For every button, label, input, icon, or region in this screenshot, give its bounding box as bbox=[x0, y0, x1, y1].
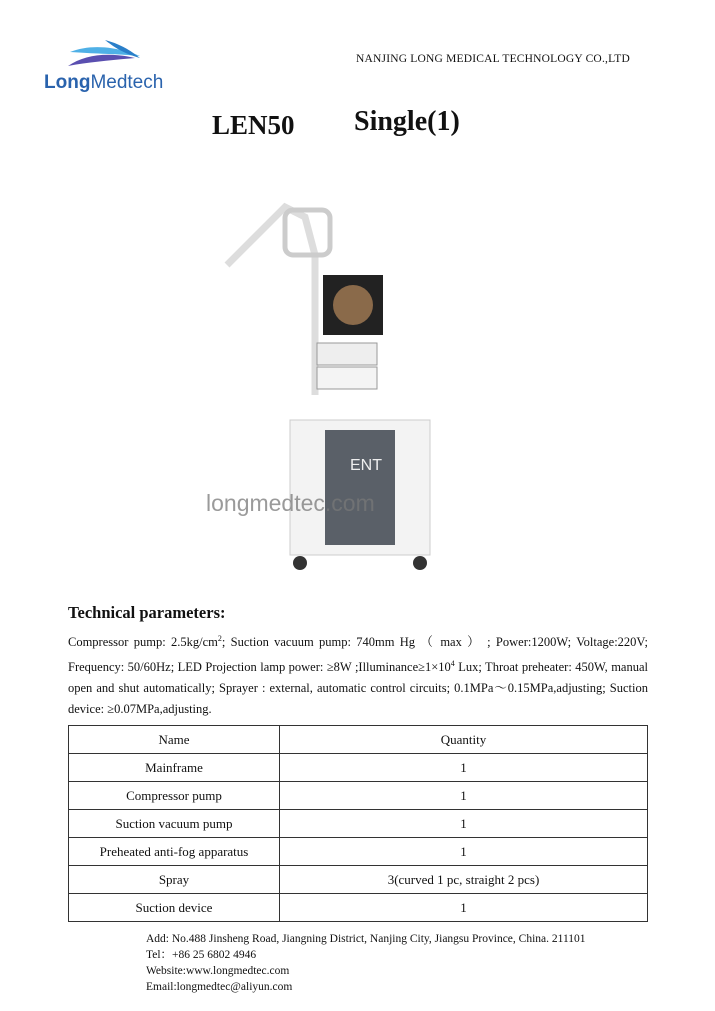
table-row: Suction vacuum pump 1 bbox=[69, 810, 648, 838]
company-name: NANJING LONG MEDICAL TECHNOLOGY CO.,LTD bbox=[356, 53, 630, 65]
address: Add: No.488 Jinsheng Road, Jiangning District, Nanjing City, Jiangsu Province, China. 211101 bbox=[146, 933, 586, 945]
variant-title: Single(1) bbox=[354, 106, 460, 137]
watermark: longmedtec.com bbox=[206, 490, 375, 516]
table-row: Spray 3(curved 1 pc, straight 2 pcs) bbox=[69, 866, 648, 894]
parts-table bbox=[68, 725, 648, 922]
table-header-row: Name Quantity bbox=[69, 726, 648, 754]
telephone: Tel：+86 25 6802 4946 bbox=[146, 949, 257, 961]
table-row: Mainframe 1 bbox=[69, 754, 648, 782]
website-link[interactable]: Website:www.longmedtec.com bbox=[146, 965, 290, 977]
model-title: LEN50 bbox=[212, 110, 295, 140]
table-row: Preheated anti-fog apparatus 1 bbox=[69, 838, 648, 866]
product-image bbox=[215, 195, 445, 575]
table-row: Suction device 1 bbox=[69, 894, 648, 922]
section-title: Technical parameters: bbox=[68, 603, 226, 622]
parameters-text: Compressor pump: $2.5kg/cm^2$; Suction vacuum pump: 740mm Hg （ max ） ; Power:1200W; Voltage:220V; Frequency: 50/60Hz; LED Projection lamp power: ≥8W $;Illuminance\ge 1\times 10^4$ Lux; Throat preheater: 450W, manual open and shut automatically; Sprayer : external, automatic control circuits; 0.1MPa～0.15MPa,adjusting; Suction device: ≥0.07MPa,adjusting. bbox=[68, 634, 648, 717]
logo-text: LongMedtech bbox=[44, 72, 164, 93]
footer-contact bbox=[146, 931, 586, 995]
email-link[interactable]: Email:longmedtec@aliyun.com bbox=[146, 981, 293, 993]
table-row: Compressor pump 1 bbox=[69, 782, 648, 810]
panel-label: ENT bbox=[350, 457, 382, 474]
